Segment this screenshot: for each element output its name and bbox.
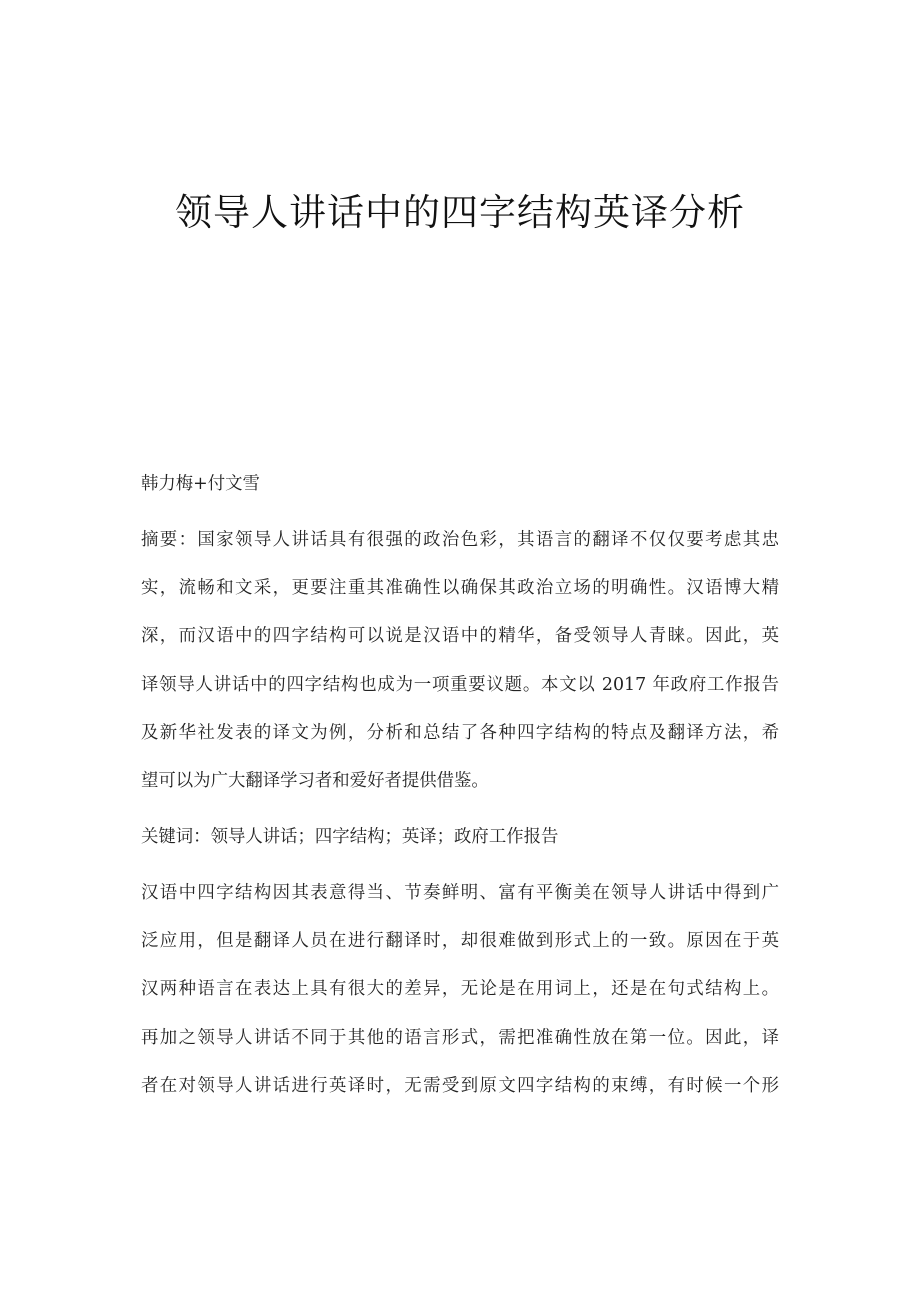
paper-title: 领导人讲话中的四字结构英译分析 <box>175 191 745 234</box>
abstract-line: 译领导人讲话中的四字结构也成为一项重要议题。本文以 2017 年政府工作报告 <box>141 675 779 695</box>
keywords-line: 关键词：领导人讲话；四字结构；英译；政府工作报告 <box>141 827 559 847</box>
abstract-line: 深，而汉语中的四字结构可以说是汉语中的精华，备受领导人青睐。因此，英 <box>141 626 779 646</box>
body-line: 者在对领导人讲话进行英译时，无需受到原文四字结构的束缚，有时候一个形 <box>141 1076 779 1096</box>
author-line: 韩力梅+付文雪 <box>141 474 260 494</box>
abstract-line: 及新华社发表的译文为例，分析和总结了各种四字结构的特点及翻译方法，希 <box>141 723 779 743</box>
abstract-line: 望可以为广大翻译学习者和爱好者提供借鉴。 <box>141 771 489 791</box>
body-line: 汉两种语言在表达上具有很大的差异，无论是在用词上，还是在句式结构上。 <box>141 979 779 999</box>
abstract-line: 摘要：国家领导人讲话具有很强的政治色彩，其语言的翻译不仅仅要考虑其忠 <box>141 530 779 550</box>
body-line: 再加之领导人讲话不同于其他的语言形式，需把准确性放在第一位。因此，译 <box>141 1028 779 1048</box>
body-line: 汉语中四字结构因其表意得当、节奏鲜明、富有平衡美在领导人讲话中得到广 <box>141 883 779 903</box>
body-line: 泛应用，但是翻译人员在进行翻译时，却很难做到形式上的一致。原因在于英 <box>141 931 779 951</box>
abstract-line: 实，流畅和文采，更要注重其准确性以确保其政治立场的明确性。汉语博大精 <box>141 578 779 598</box>
